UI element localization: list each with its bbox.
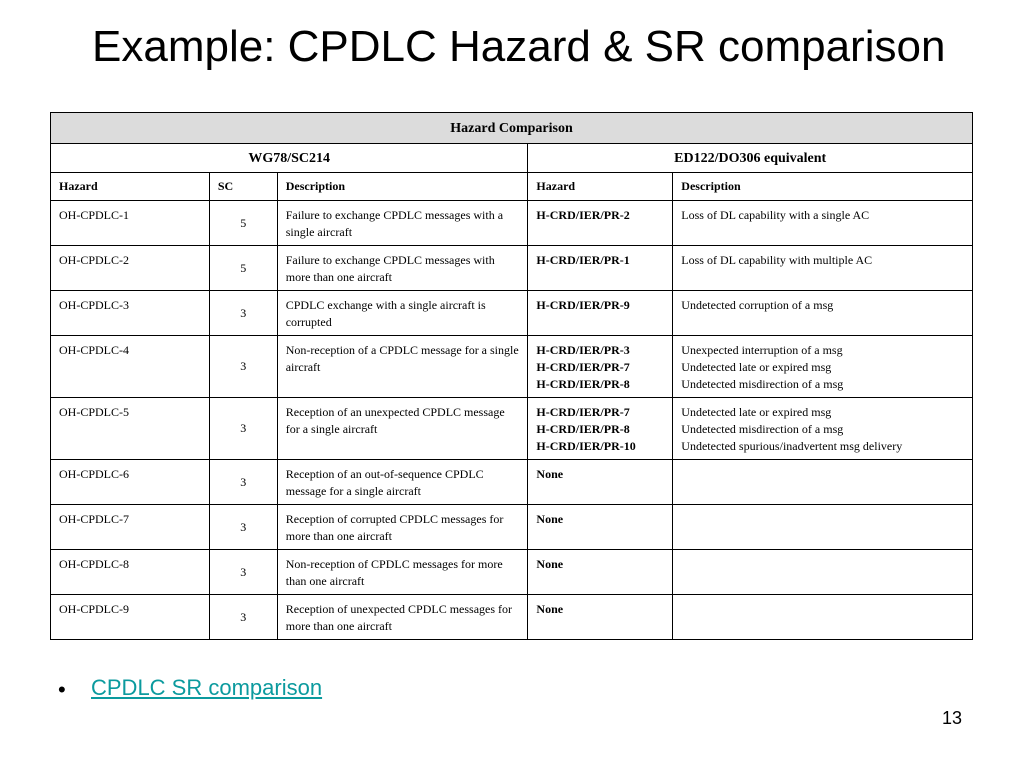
eq-hazard-item: H-CRD/IER/PR-1 <box>536 253 630 267</box>
eq-hazard-cell <box>528 336 673 398</box>
eq-description-item: Loss of DL capability with multiple AC <box>681 253 873 267</box>
hazard-cell: OH-CPDLC-9 <box>51 595 210 640</box>
table-row <box>51 201 973 246</box>
eq-hazard-cell <box>528 595 673 640</box>
cpdlc-sr-comparison-link[interactable]: CPDLC SR comparison <box>91 675 323 700</box>
eq-hazard-item: H-CRD/IER/PR-7 <box>536 360 630 374</box>
hazard-cell: OH-CPDLC-7 <box>51 505 210 550</box>
table-row <box>51 460 973 505</box>
hazard-cell: OH-CPDLC-1 <box>51 201 210 246</box>
eq-hazard-item: H-CRD/IER/PR-8 <box>536 377 630 391</box>
eq-description-cell <box>673 291 973 336</box>
eq-hazard-item: H-CRD/IER/PR-3 <box>536 343 630 357</box>
hazard-cell: OH-CPDLC-5 <box>51 398 210 460</box>
hazard-cell: OH-CPDLC-2 <box>51 246 210 291</box>
hazard-cell: OH-CPDLC-4 <box>51 336 210 398</box>
column-header-eq-description: Description <box>673 173 973 201</box>
table-title: Hazard Comparison <box>51 113 973 144</box>
table-row <box>51 550 973 595</box>
table-row <box>51 336 973 398</box>
eq-description-cell <box>673 460 973 505</box>
table-title-row <box>51 113 973 144</box>
eq-description-cell <box>673 398 973 460</box>
description-cell: Reception of an unexpected CPDLC message for a single aircraft <box>277 398 528 460</box>
description-cell: Non-reception of a CPDLC message for a single aircraft <box>277 336 528 398</box>
eq-hazard-cell <box>528 201 673 246</box>
table-row <box>51 595 973 640</box>
column-header-eq-hazard: Hazard <box>528 173 673 201</box>
description-cell: CPDLC exchange with a single aircraft is corrupted <box>277 291 528 336</box>
eq-hazard-item: H-CRD/IER/PR-9 <box>536 298 630 312</box>
sc-cell: 3 <box>209 595 277 640</box>
description-cell: Failure to exchange CPDLC messages with more than one aircraft <box>277 246 528 291</box>
description-cell: Failure to exchange CPDLC messages with a single aircraft <box>277 201 528 246</box>
eq-hazard-cell <box>528 246 673 291</box>
eq-hazard-item: None <box>536 512 564 526</box>
description-cell: Reception of an out-of-sequence CPDLC message for a single aircraft <box>277 460 528 505</box>
eq-hazard-item: H-CRD/IER/PR-2 <box>536 208 630 222</box>
sc-cell: 3 <box>209 550 277 595</box>
eq-description-item: Loss of DL capability with a single AC <box>681 208 870 222</box>
sc-cell: 3 <box>209 291 277 336</box>
eq-description-cell <box>673 336 973 398</box>
eq-hazard-cell <box>528 291 673 336</box>
eq-description-cell <box>673 505 973 550</box>
eq-hazard-item: H-CRD/IER/PR-8 <box>536 422 630 436</box>
eq-description-item: Undetected misdirection of a msg <box>681 377 844 391</box>
table-row <box>51 505 973 550</box>
eq-hazard-cell <box>528 460 673 505</box>
column-header-description: Description <box>277 173 528 201</box>
eq-description-item: Undetected misdirection of a msg <box>681 422 844 436</box>
hazard-comparison-table <box>50 112 973 640</box>
table-row <box>51 291 973 336</box>
sc-cell: 5 <box>209 246 277 291</box>
column-header-hazard: Hazard <box>51 173 210 201</box>
table-row <box>51 398 973 460</box>
slide-title: Example: CPDLC Hazard & SR comparison <box>92 22 946 71</box>
sc-cell: 3 <box>209 336 277 398</box>
sc-cell: 3 <box>209 460 277 505</box>
sc-cell: 5 <box>209 201 277 246</box>
sc-cell: 3 <box>209 505 277 550</box>
column-header-row <box>51 173 973 201</box>
eq-description-item: Unexpected interruption of a msg <box>681 343 843 357</box>
eq-hazard-item: H-CRD/IER/PR-7 <box>536 405 630 419</box>
eq-hazard-cell <box>528 505 673 550</box>
eq-description-item: Undetected late or expired msg <box>681 405 832 419</box>
group-right-header: ED122/DO306 equivalent <box>528 144 973 173</box>
hazard-cell: OH-CPDLC-6 <box>51 460 210 505</box>
table-row <box>51 246 973 291</box>
eq-description-item: Undetected spurious/inadvertent msg delivery <box>681 439 903 453</box>
page-number: 13 <box>941 708 962 728</box>
eq-hazard-item: None <box>536 467 564 481</box>
description-cell: Reception of unexpected CPDLC messages for more than one aircraft <box>277 595 528 640</box>
group-left-header: WG78/SC214 <box>51 144 528 173</box>
eq-hazard-cell <box>528 398 673 460</box>
table-body <box>51 113 973 640</box>
eq-hazard-item: H-CRD/IER/PR-10 <box>536 439 636 453</box>
eq-description-cell <box>673 246 973 291</box>
eq-hazard-cell <box>528 550 673 595</box>
eq-description-cell <box>673 595 973 640</box>
description-cell: Non-reception of CPDLC messages for more than one aircraft <box>277 550 528 595</box>
eq-description-cell <box>673 550 973 595</box>
eq-hazard-item: None <box>536 557 564 571</box>
sc-cell: 3 <box>209 398 277 460</box>
hazard-cell: OH-CPDLC-3 <box>51 291 210 336</box>
eq-description-item: Undetected late or expired msg <box>681 360 832 374</box>
column-header-sc: SC <box>209 173 277 201</box>
bullet-marker: • <box>58 677 66 702</box>
group-header-row <box>51 144 973 173</box>
eq-description-cell <box>673 201 973 246</box>
description-cell: Reception of corrupted CPDLC messages for more than one aircraft <box>277 505 528 550</box>
eq-description-item: Undetected corruption of a msg <box>681 298 834 312</box>
eq-hazard-item: None <box>536 602 564 616</box>
hazard-cell: OH-CPDLC-8 <box>51 550 210 595</box>
